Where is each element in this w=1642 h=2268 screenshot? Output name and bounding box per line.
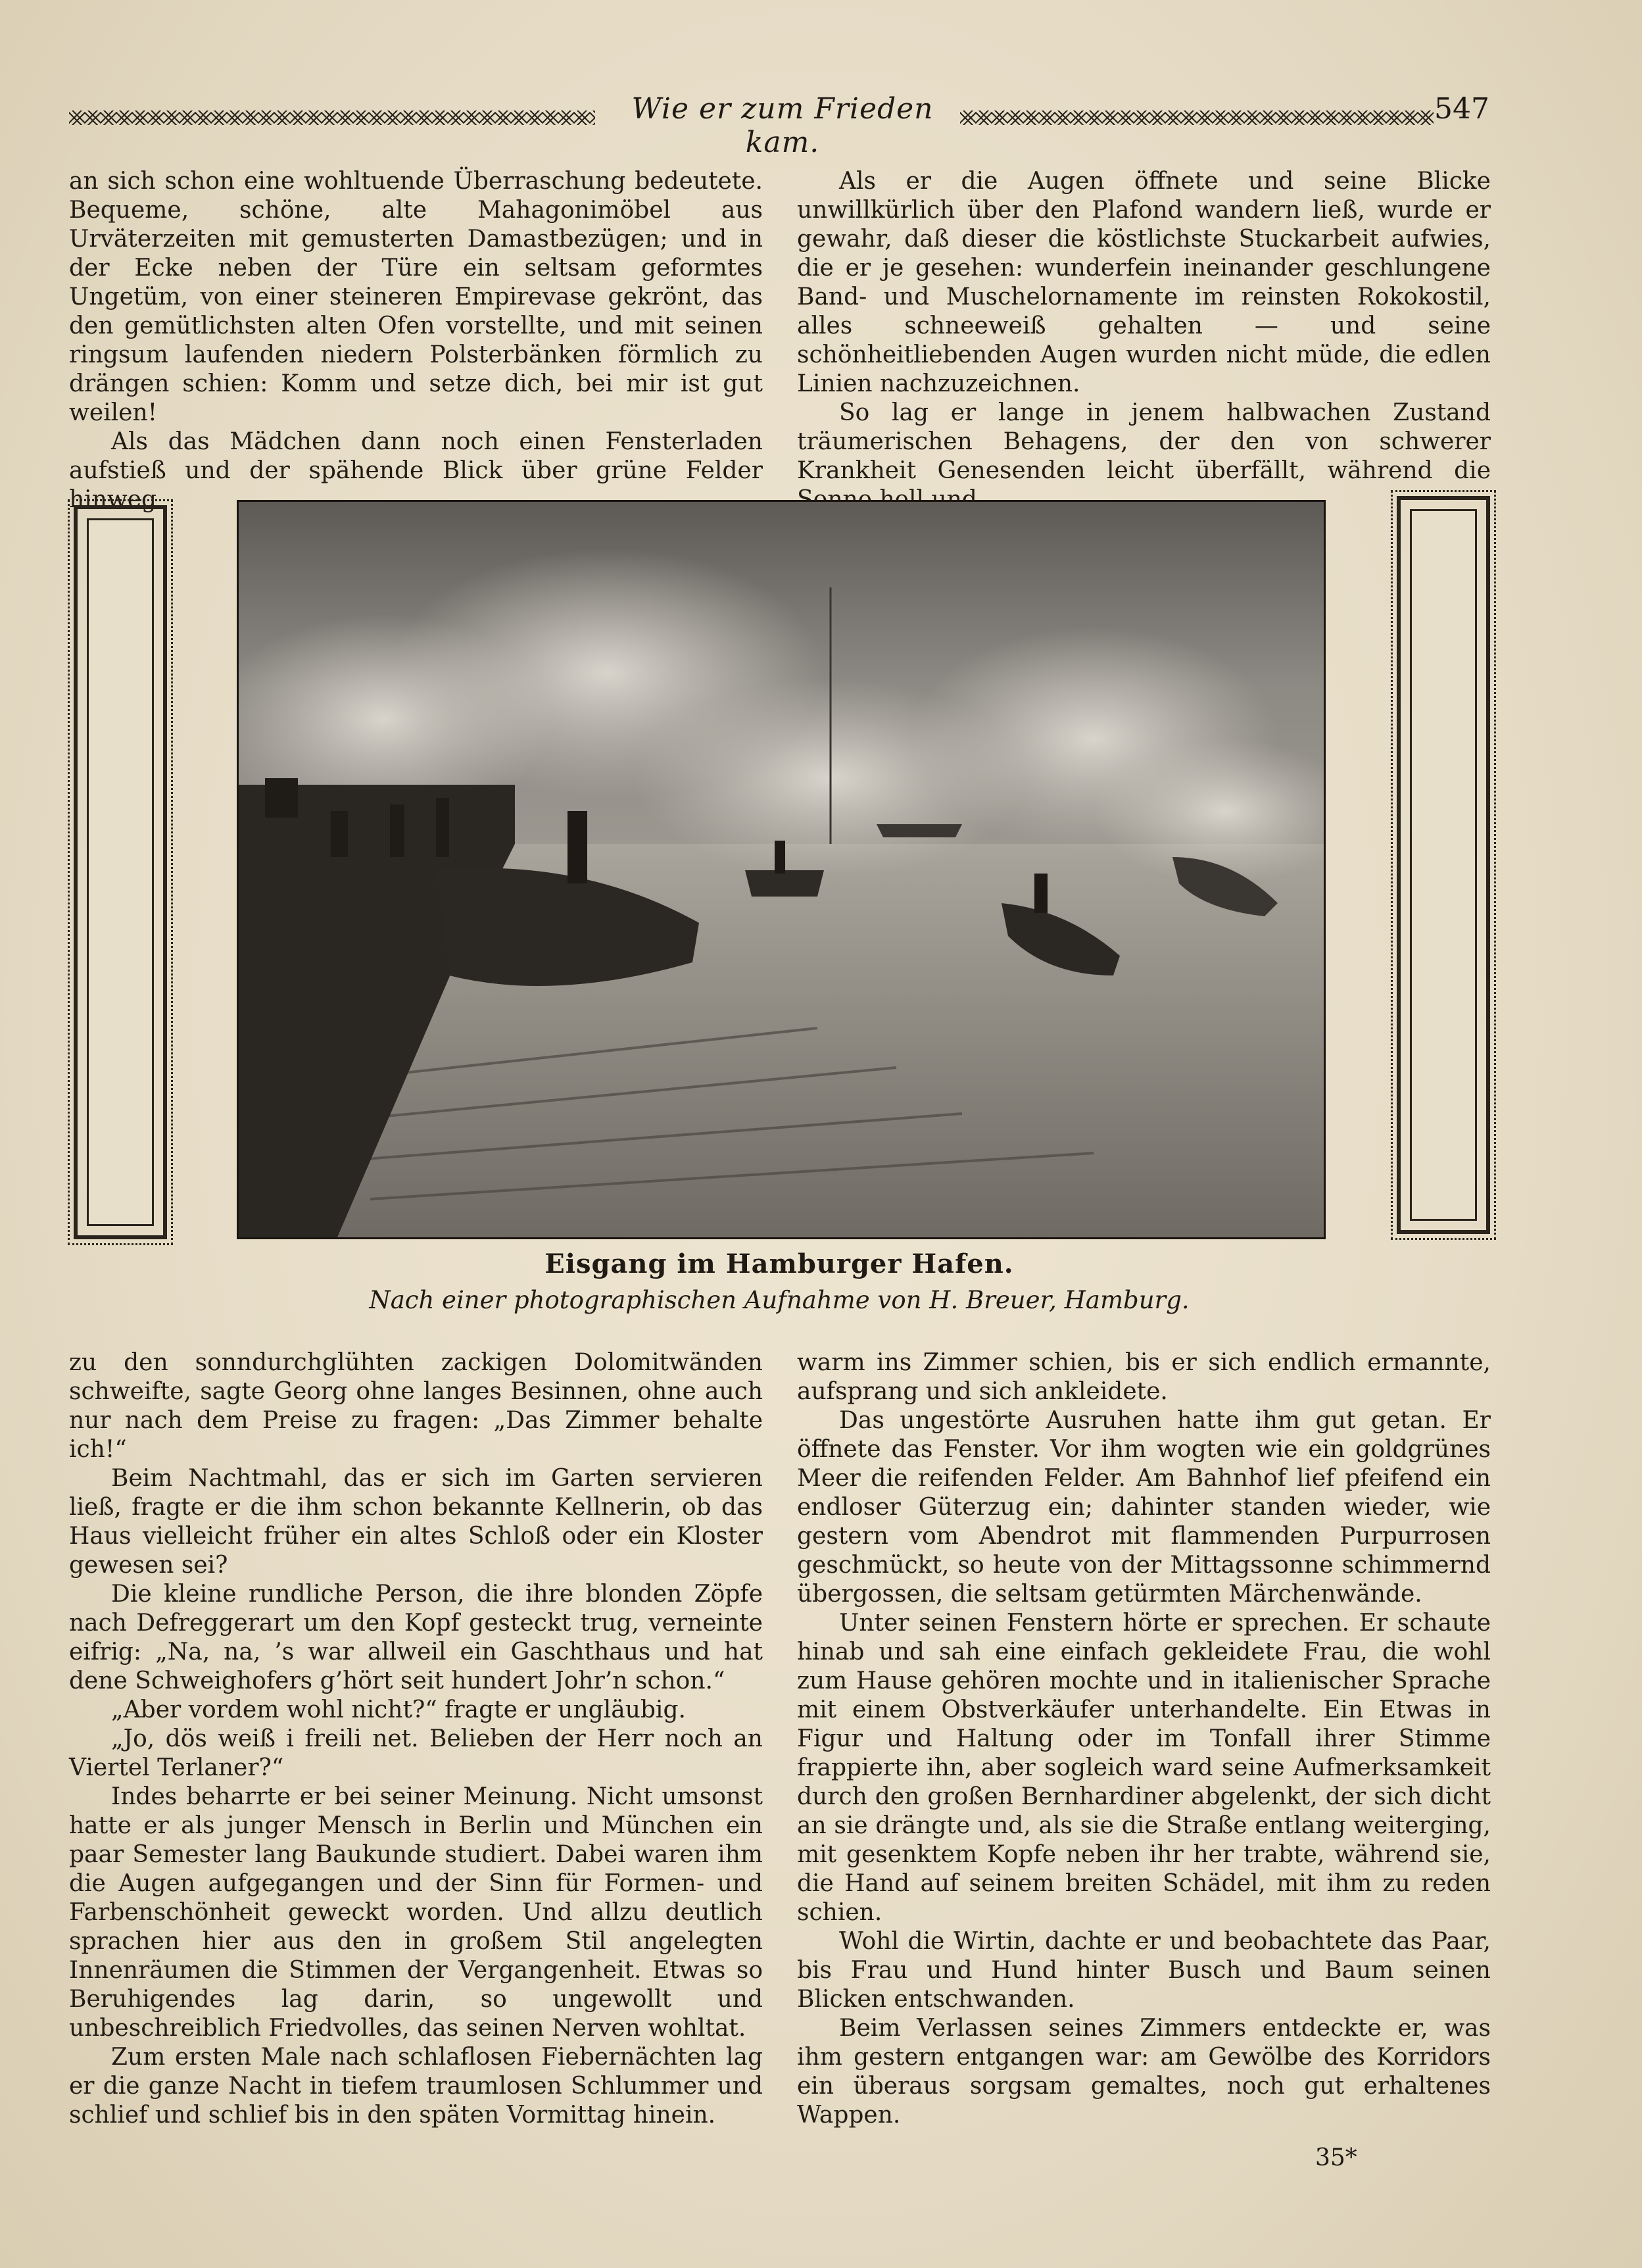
decorative-frame-right [1397,496,1490,1234]
column-bottom-right [797,1348,1491,2130]
column-bottom-left [69,1348,763,2130]
paragraph: So lag er lange in jenem halbwachen Zustand träumerischen Behagens, der den von schwerer Krankheit Genesenden leicht überfällt, während die [797,399,1491,484]
caption-credit: Nach einer photographischen Aufnahme von H. Breuer, Hamburg. [369,1286,1190,1314]
header-ornament-right [960,111,1434,125]
decorative-frame-left [74,505,167,1239]
paragraph: Unter seinen Fenstern hörte er sprechen. Er schaute hinab und sah eine einfach gekleidete Frau, die wohl zum Hause gehören mochte und in italienischer Sprache mit einem Obstverkäufer unterhandelte. Ein Etwas in Figur und Haltung oder im Tonfall ihrer Stimme frappierte ihn, aber sogleich ward seine Aufmerksamkeit durch den großen Bernhardiner abgelenkt, der sich dicht an sie drängte und, als sie die Straße entlang weiterging, mit gesenktem Kopfe neben ihr her trabte, während sie, die Hand auf seinem breiten Schädel, mit ihm zu reden schien. [797,1610,1491,1926]
paragraph: zu den sonndurchglühten zackigen Dolomitwänden schweifte, sagte Georg ohne langes Besinnen, ohne auch nur nach dem Preise zu fragen: „Das Zimmer behalte ich!“ [69,1349,763,1463]
page-number: 547 [1434,92,1489,126]
paragraph: Beim Verlassen seines Zimmers entdeckte er, was ihm gestern entgangen war: am Gewölbe des Korridors ein überaus sorgsam gemaltes, noch gut erhaltenes Wappen. [797,2015,1491,2129]
paragraph: an sich schon eine wohltuende Überraschung bedeutete. Bequeme, schöne, alte Mahagonimöbel aus Urväterzeiten mit gemusterten Damastbezügen; und in der Ecke neben der Türe ein seltsam geformtes Ungetüm, von einer steineren Empirevase gekrönt, das den gemütlichsten alten Ofen vorstellte, und mit seinen ringsum laufenden niedern Polsterbänken förmlich zu drängen schien: Komm und setze dich, bei mir ist gut weilen! [69,168,763,426]
harbor-photo-illustration [239,502,1324,1237]
paragraph: Beim Nachtmahl, das er sich im Garten servieren ließ, fragte er die ihm schon bekannte Kellnerin, ob das Haus vielleicht früher ein altes Schloß oder ein Kloster gewesen sei? [69,1465,763,1579]
paragraph: Als das Mädchen dann noch einen Fensterladen aufstieß und der spähende Blick über grüne Felder hinweg [69,428,763,513]
paragraph: „Jo, dös weiß i freili net. Belieben der Herr noch an Viertel Terlaner?“ [69,1725,763,1781]
paragraph: Wohl die Wirtin, dachte er und beobachtete das Paar, bis Frau und Hund hinter Busch und Baum seinen Blicken entschwanden. [797,1928,1491,2013]
figure-caption [237,1248,1322,1314]
caption-title: Eisgang im Hamburger Hafen. [544,1248,1014,1279]
paragraph: Das ungestörte Ausruhen hatte ihm gut getan. Er öffnete das Fenster. Vor ihm wogten wie ein goldgrünes Meer die reifenden Felder. Am Bahnhof lief pfeifend ein endloser Güterzug ein; dahinter standen wieder, wie gestern vom Abendrot mit flammenden Purpurrosen geschmückt, so heute von der Mittagssonne schimmernd übergossen, die seltsam getürmten Märchenwände. [797,1407,1491,1608]
running-title: Wie er zum Frieden kam. [631,92,934,159]
column-top-left [69,167,763,514]
paragraph: „Aber vordem wohl nicht?“ fragte er ungläubig. [111,1696,686,1723]
harbor-photograph [237,500,1326,1239]
paragraph: Als er die Augen öffnete und seine Blicke unwillkürlich über den Plafond wandern ließ, wurde er gewahr, daß dieser die köstlichste Stuckarbeit aufwies, die er je gesehen: wunderfein ineinander geschlungene Band- und Muschelornamente im reinsten Rokokostil, alles schneeweiß gehalten — und seine schönheitliebenden Augen wurden nicht müde, die edlen Linien nachzuzeichnen. [797,168,1491,397]
paragraph: warm ins Zimmer schien, bis er sich endlich ermannte, aufsprang und sich ankleidete. [797,1349,1491,1405]
header-ornament-left [69,111,595,125]
paragraph: Zum ersten Male nach schlaflosen Fiebernächten lag er die ganze Nacht in tiefem traumlosen Schlummer und schlief und schlief bis in den späten Vormittag hinein. [69,2044,763,2129]
paragraph: Die kleine rundliche Person, die ihre blonden Zöpfe nach Defreggerart um den Kopf gesteckt trug, verneinte eifrig: „Na, na, ’s war allweil ein Gaschthaus und hat dene Schweighofers g’hört seit hundert Johr’n schon.“ [69,1581,763,1694]
signature-mark: 35* [1315,2144,1357,2171]
paragraph: Indes beharrte er bei seiner Meinung. Nicht umsonst hatte er als junger Mensch in Berlin und München ein paar Semester lang Baukunde studiert. Dabei waren ihm die Augen aufgegangen und der Sinn für Formen- und Farbenschönheit geweckt worden. Und allzu deutlich sprachen hier aus den in großem Stil angelegten Innenräumen die Stimmen der Vergangenheit. Etwas so Beruhigendes lag darin, so ungewollt und unbeschreiblich Friedvolles, das seinen Nerven wohltat. [69,1783,763,2042]
running-header [69,92,1489,159]
column-top-right [797,167,1491,514]
